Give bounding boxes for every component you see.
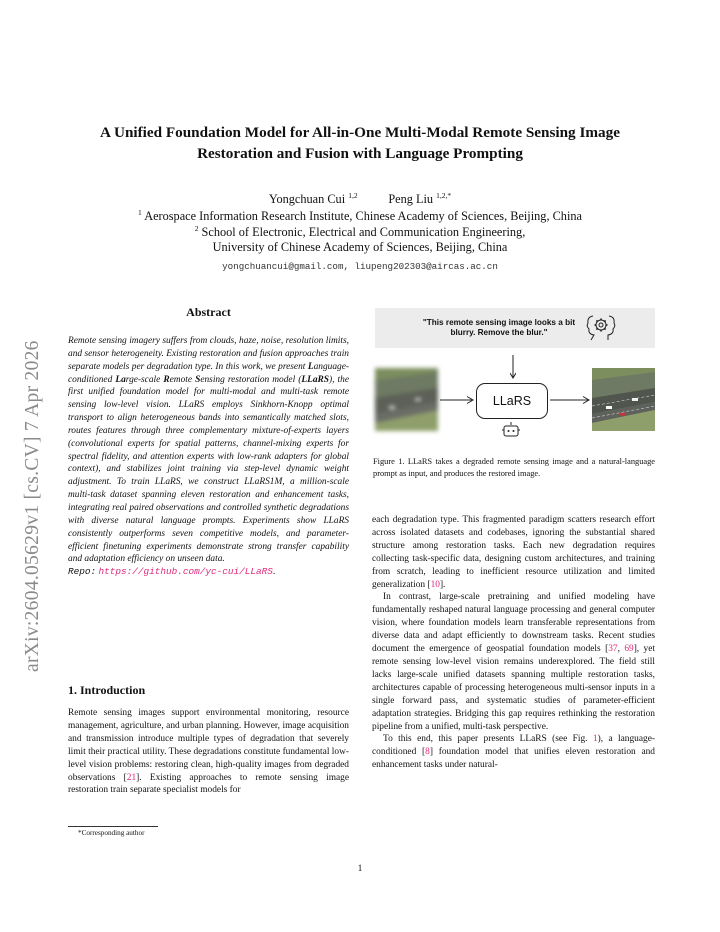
abstract-text: ), the first unified foundation model for multi-modal and multi-task remote sensing low-level vision. LLaRS employs Sinkhorn-Knopp optimal transport to align heterogeneous bands into semantically matched slots, routes features through three complementary mixture-of-experts layers (convolutional experts for spatial patterns, channel-mixing experts for spectral fidelity, and attention experts with low-rank adapters for global context), and stabilizes joint training via step-level dynamic weight adjustment. To train LLaRS, we construct LLaRS1M, a million-scale multi-task dataset spanning eleven restoration and enhancement tasks, integrating real paired observations and controlled synthetic degradations with diverse natural language prompts. Experiments show LLaRS consistently outperforms seven competitive models, and parameter-efficient finetuning experiments demonstrate strong transfer capability and adaptation efficiency on unseen data. (68, 374, 349, 565)
title-line-1: A Unified Foundation Model for All-in-One Multi-Modal Remote Sensing Image (100, 124, 620, 141)
citation-link[interactable]: 37 (608, 644, 618, 655)
author-emails: yongchuancui@gmail.com, liupeng202303@aircas.ac.cn (222, 261, 498, 272)
model-box: LLaRS (476, 383, 548, 419)
arrow-right-icon (440, 396, 474, 404)
abstract-text: emote (169, 374, 196, 385)
affiliation-text: School of Electronic, Electrical and Communication Engineering, (201, 225, 526, 240)
author-name: Peng Liu (388, 192, 434, 207)
text: ]. (439, 579, 446, 590)
text: , (617, 644, 625, 655)
repo-label: Repo: (68, 566, 97, 578)
text: ] foundation model that unifies eleven restoration and enhancement tasks under natural- (372, 747, 655, 771)
arrow-down-icon (510, 355, 516, 379)
paragraph (68, 707, 349, 797)
citation-link[interactable]: 8 (425, 747, 430, 758)
prompt-text: "This remote sensing image looks a bit blurry. Remove the blur." (422, 318, 576, 337)
arrow-right-icon (550, 396, 590, 404)
intro-right-column (372, 514, 655, 772)
citation-link[interactable]: 69 (624, 644, 634, 655)
paragraph (372, 733, 655, 772)
author-list (0, 191, 720, 207)
figure-caption: Figure 1. LLaRS takes a degraded remote sensing image and a natural-language prompt as input, and produces the restored image. (373, 457, 655, 478)
section-heading: 1. Introduction (68, 683, 146, 697)
arxiv-identifier: arXiv:2604.05629v1 [cs.CV] 7 Apr 2026 (22, 340, 43, 672)
abstract-emph: S (195, 374, 201, 385)
text: ]. Existing approaches to remote sensing image restoration train separate specialist models for (68, 772, 349, 796)
affiliation-mark: 2 (194, 224, 199, 233)
repo-end: . (272, 567, 276, 578)
affiliation-2-continued: University of Chinese Academy of Sciences, Beijing, China (212, 240, 508, 254)
degraded-image (375, 368, 438, 431)
abstract-emph: La (115, 374, 126, 385)
paragraph (372, 591, 655, 733)
robot-icon (501, 422, 521, 438)
affiliation-mark: 1 (138, 208, 142, 217)
title-line-2: Restoration and Fusion with Language Prompting (197, 145, 523, 162)
thinking-gear-icon (584, 312, 618, 344)
citation-link[interactable]: 21 (126, 772, 137, 783)
restored-image (592, 368, 655, 431)
affiliation-2 (0, 224, 720, 240)
abstract-body (68, 335, 349, 579)
affiliation-1 (0, 208, 720, 224)
intro-left-column (68, 707, 349, 797)
text: ), a language-conditioned [ (372, 734, 656, 758)
abstract-emph: R (163, 374, 170, 385)
citation-link[interactable]: 10 (430, 579, 440, 590)
text: ], yet remote sensing low-level vision remains underexplored. The field still lacks large-scale unified datasets spanning multiple restoration tasks, architectures capable of processing heterogeneous multi-sensor inputs in a single forward pass, and systematic studies of parameter-efficient adaptation strategies. Bridging this gap requires rethinking the restoration pipeline from a unified, multi-task perspective. (372, 644, 655, 732)
repo-link[interactable]: https://github.com/yc-cui/LLaRS (98, 566, 273, 578)
abstract-text: rge-scale (125, 374, 164, 385)
abstract-heading: Abstract (186, 305, 231, 319)
paragraph (372, 514, 655, 591)
footnote-rule (68, 826, 158, 827)
text: each degradation type. This fragmented paradigm scatters research effort across isolated datasets and codebases, ignoring the substantial shared structure among restoration tasks. Each new degradation requires collecting task-specific data, designing custom architectures, and training from scratch, leading to inefficient resource utilization and limited generalization [ (372, 515, 655, 590)
abstract-emph: LLaRS (301, 374, 329, 385)
text: In contrast, large-scale pretraining and unified modeling have fundamentally reshaped natural language processing and general computer vision, where foundation models learn transferable representations from diverse data and adapt efficiently to downstream tasks. Recent studies document the emergence of geospatial foundation models [ (372, 592, 655, 655)
paper-title (40, 122, 680, 164)
figure-link[interactable]: 1 (592, 734, 598, 745)
text: Remote sensing images support environmental monitoring, resource management, agriculture, and urban planning. However, image acquisition and transmission introduce multiple types of degradation that severely limit their practical utility. These degradations constitute fundamental low-level vision problems: restoring clean, high-quality images from degraded observations [ (68, 708, 349, 783)
footnote: *Corresponding author (78, 829, 145, 837)
abstract-text: Remote sensing imagery suffers from clouds, haze, noise, resolution limits, and sensor heterogeneity. Existing restoration and fusion approaches train separate models per degradation type. In this work, we present (68, 336, 349, 372)
abstract-text: anguage-conditioned (68, 361, 349, 385)
abstract-emph: L (307, 361, 314, 372)
text: To this end, this paper presents LLaRS (see Fig. (383, 734, 593, 745)
author-name: Yongchuan Cui (268, 192, 346, 207)
abstract-text: ensing restoration model ( (200, 374, 302, 385)
affiliation-text: Aerospace Information Research Institute, Chinese Academy of Sciences, Beijing, China (144, 209, 582, 224)
author-affiliation-mark: 1,2,* (436, 191, 452, 200)
page-number: 1 (357, 864, 363, 874)
author-affiliation-mark: 1,2 (348, 191, 358, 200)
repo-line (68, 566, 349, 579)
